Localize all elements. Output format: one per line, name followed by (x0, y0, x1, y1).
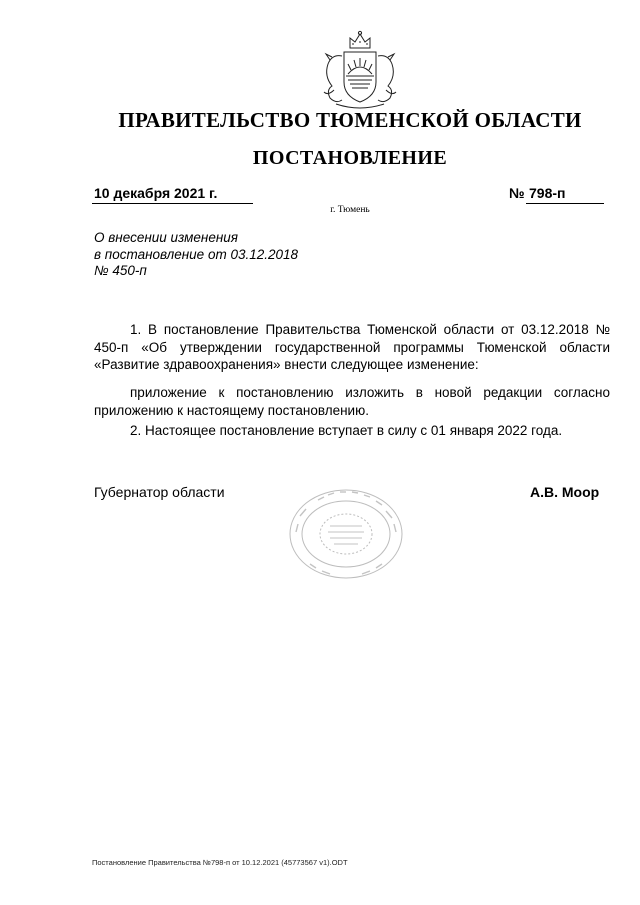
subject-line: в постановление от 03.12.2018 (94, 246, 299, 262)
date-underline (92, 203, 253, 204)
subject-line: № 450-п (94, 263, 147, 278)
official-seal-icon (288, 488, 404, 580)
body-paragraph-2: приложение к постановлению изложить в новой редакции согласно приложению к настоящему постановлению. (94, 385, 610, 418)
number-underline (526, 203, 604, 204)
number-sign: № (509, 185, 525, 201)
document-subject (94, 230, 298, 280)
coat-of-arms-icon (312, 30, 408, 112)
body-paragraph-1: 1. В постановление Правительства Тюменской области от 03.12.2018 № 450-п «Об утверждении государственной программы Тюменской области «Развитие здравоохранения» внести следующее изменение: (94, 322, 610, 372)
document-type-title: ПОСТАНОВЛЕНИЕ (252, 147, 448, 169)
document-city: г. Тюмень (330, 205, 370, 215)
document-footer: Постановление Правительства №798-п от 10.12.2021 (45773567 v1).ODT (92, 858, 348, 867)
subject-line: О внесении изменения (94, 230, 239, 245)
document-date: 10 декабря 2021 г. (94, 185, 218, 201)
body-paragraph-3: 2. Настоящее постановление вступает в силу с 01 января 2022 года. (130, 423, 563, 438)
document-number: 798-п (529, 185, 566, 201)
signer-name: А.В. Моор (530, 484, 600, 500)
signer-position: Губернатор области (94, 484, 225, 500)
government-title: ПРАВИТЕЛЬСТВО ТЮМЕНСКОЙ ОБЛАСТИ (118, 108, 582, 132)
